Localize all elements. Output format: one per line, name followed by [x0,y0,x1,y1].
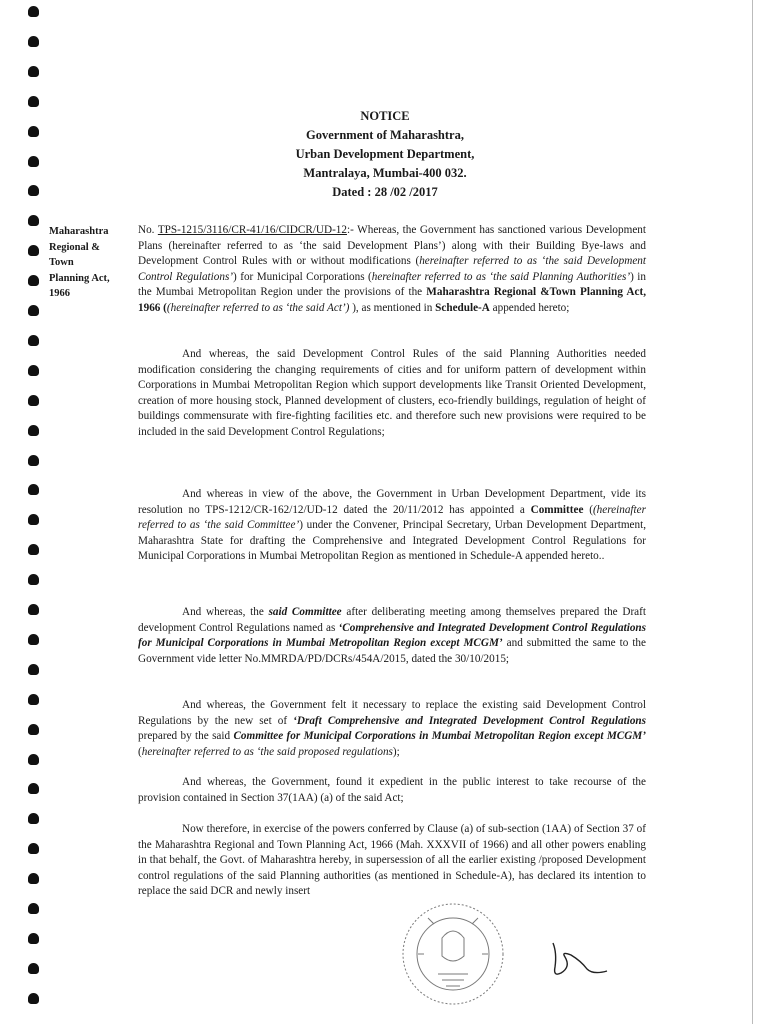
p1-italic: hereinafter referred to as ‘the said Planning Authorities’ [371,270,631,283]
paragraph-3 [138,487,646,565]
p4-text: and submitted the same to the Government vide letter No.MMRDA/PD/DCRs/454A/2015, dated the 30/10/2015; [138,637,646,665]
notice-heading: NOTICE [360,109,410,123]
binder-hole [28,694,39,705]
binder-hole [28,933,39,944]
official-seal-stamp [398,888,508,1024]
p1-text: ), as mentioned in [349,301,436,314]
schedule-a: Schedule-A [435,301,490,314]
binder-hole [28,185,39,196]
committee: Committee [530,503,584,516]
binder-hole [28,724,39,735]
binder-hole [28,544,39,555]
department-name: Urban Development Department, [295,147,475,161]
notice-date: Dated : 28 /02 /2017 [332,185,438,199]
p3-text: And whereas in view of the above, the Government in Urban Development Department, vide its resolution no TPS-1212/CR-162/12/UD-12 dated the 20/11/2012 has appointed a [138,488,646,516]
p1-text: appended hereto; [489,301,570,314]
paragraph-7: Now therefore, in exercise of the powers conferred by Clause (a) of sub-section (1AA) of Section 37 of the Maharashtra Regional and Town Planning Act, 1966 (Mah. XXXVII of 1966) and all other powers enabling in that behalf, the Govt. of Maharashtra hereby, in supersession of all the earlier existing /proposed Development control regulations of the said Planning authorities (as mentioned in Schedule-A), has declared its intention to replace the said DCR and newly insert [138,823,646,897]
margin-note [49,224,127,302]
binder-hole [28,275,39,286]
reference-number: TPS-1215/3116/CR-41/16/CIDCR/UD-12 [157,224,347,236]
said-committee: said Committee [268,606,342,618]
no-prefix: No. [138,224,158,236]
paragraph-4 [138,605,646,667]
paragraph-1 [138,223,646,316]
binder-hole [28,36,39,47]
binder-hole [28,245,39,256]
binder-hole [28,843,39,854]
p1-text: ) in the Mumbai Metropolitan Region under the provisions of the [138,270,646,298]
margin-note-line: Maharashtra [49,226,109,237]
notice-header [250,107,520,202]
binder-hole [28,425,39,436]
binder-hole [28,604,39,615]
binder-hole [28,664,39,675]
binder-hole [28,754,39,765]
binder-hole [28,783,39,794]
binder-hole [28,66,39,77]
p1-italic: hereinafter referred to as ‘the said Development Control Regulations’ [138,255,646,283]
paragraph-6: And whereas, the Government, found it expedient in the public interest to take recourse of the provision contained in Section 37(1AA) (a) of the said Act; [138,776,646,804]
p5-text: ); [392,745,400,758]
margin-note-line: Town [49,257,74,268]
binder-hole [28,156,39,167]
binder-hole [28,305,39,316]
p5-text: And whereas, the Government felt it necessary to replace the existing said Development Control Regulations by the new set of [138,699,646,727]
handwritten-signature [545,935,615,985]
committee-title: Committee for Municipal Corporations in Mumbai Metropolitan Region except MCGM’ [233,730,646,742]
binder-hole [28,365,39,376]
binder-hole [28,335,39,346]
p3-italic: (hereinafter referred to as ‘the said Committee’ [138,503,646,531]
p1-italic: (hereinafter referred to as ‘the said Act’) [166,301,350,314]
binder-hole [28,903,39,914]
binder-holes [28,0,48,1024]
regulations-title: ‘Comprehensive and Integrated Development Control Regulations for Municipal Corporations in Mumbai Metropolitan Region except MCGM’ [138,621,647,649]
government-name: Government of Maharashtra, [306,128,464,142]
binder-hole [28,993,39,1004]
binder-hole [28,215,39,226]
binder-hole [28,963,39,974]
p1-bold: Maharashtra Regional &Town Planning Act, 1966 ( [138,286,646,314]
binder-hole [28,634,39,645]
binder-hole [28,96,39,107]
binder-hole [28,873,39,884]
draft-regulations-title: ‘Draft Comprehensive and Integrated Development Control Regulations [293,714,646,727]
binder-hole [28,813,39,824]
p1-text: ) for Municipal Corporations ( [233,270,372,283]
p3-text: ) under the Convener, Principal Secretary, Urban Development Department, Maharashtra State for drafting the Comprehensive and Integrated Development Control Regulations for Municipal Corporations in Mumbai Metropolitan Region as mentioned in Schedule-A appended hereto.. [138,519,646,562]
paragraph-2: And whereas, the said Development Control Rules of the said Planning Authorities needed modification considering the changing requirements of cities and for uniform pattern of development within Corporations in Mumbai Metropolitan Region which support developments like Transit Oriented Development, creation of more housing stock, Planned development of clusters, eco-friendly buildings, regulation of height of buildings commensurate with fire-fighting facilities etc. and therefore such new provisions were required to be included in the said Development Control Regulations; [138,348,646,438]
p4-text: after deliberating meeting among themselves prepared the Draft development Control Regulations named as [138,606,646,634]
paragraph-5 [138,698,646,760]
binder-hole [28,395,39,406]
page-edge [752,0,753,1024]
p5-text: prepared by the said [138,730,234,742]
binder-hole [28,514,39,525]
p1-text: :- Whereas, the Government has sanctioned various Development Plans (hereinafter referred to as ‘the said Development Plans’) along with their Building Bye-laws and Development Control Rules with or without modifications ( [138,224,646,267]
margin-note-line: 1966 [49,288,70,299]
binder-hole [28,6,39,17]
margin-note-line: Planning Act, [49,272,110,284]
address-line: Mantralaya, Mumbai-400 032. [303,166,467,180]
p3-text: ( [583,503,593,516]
p4-text: And whereas, the [182,606,269,618]
margin-note-line: Regional & [49,241,101,253]
binder-hole [28,455,39,466]
p5-text: ( [138,745,142,758]
binder-hole [28,126,39,137]
binder-hole [28,484,39,495]
binder-hole [28,574,39,585]
p5-italic: hereinafter referred to as ‘the said proposed regulations [141,745,393,758]
